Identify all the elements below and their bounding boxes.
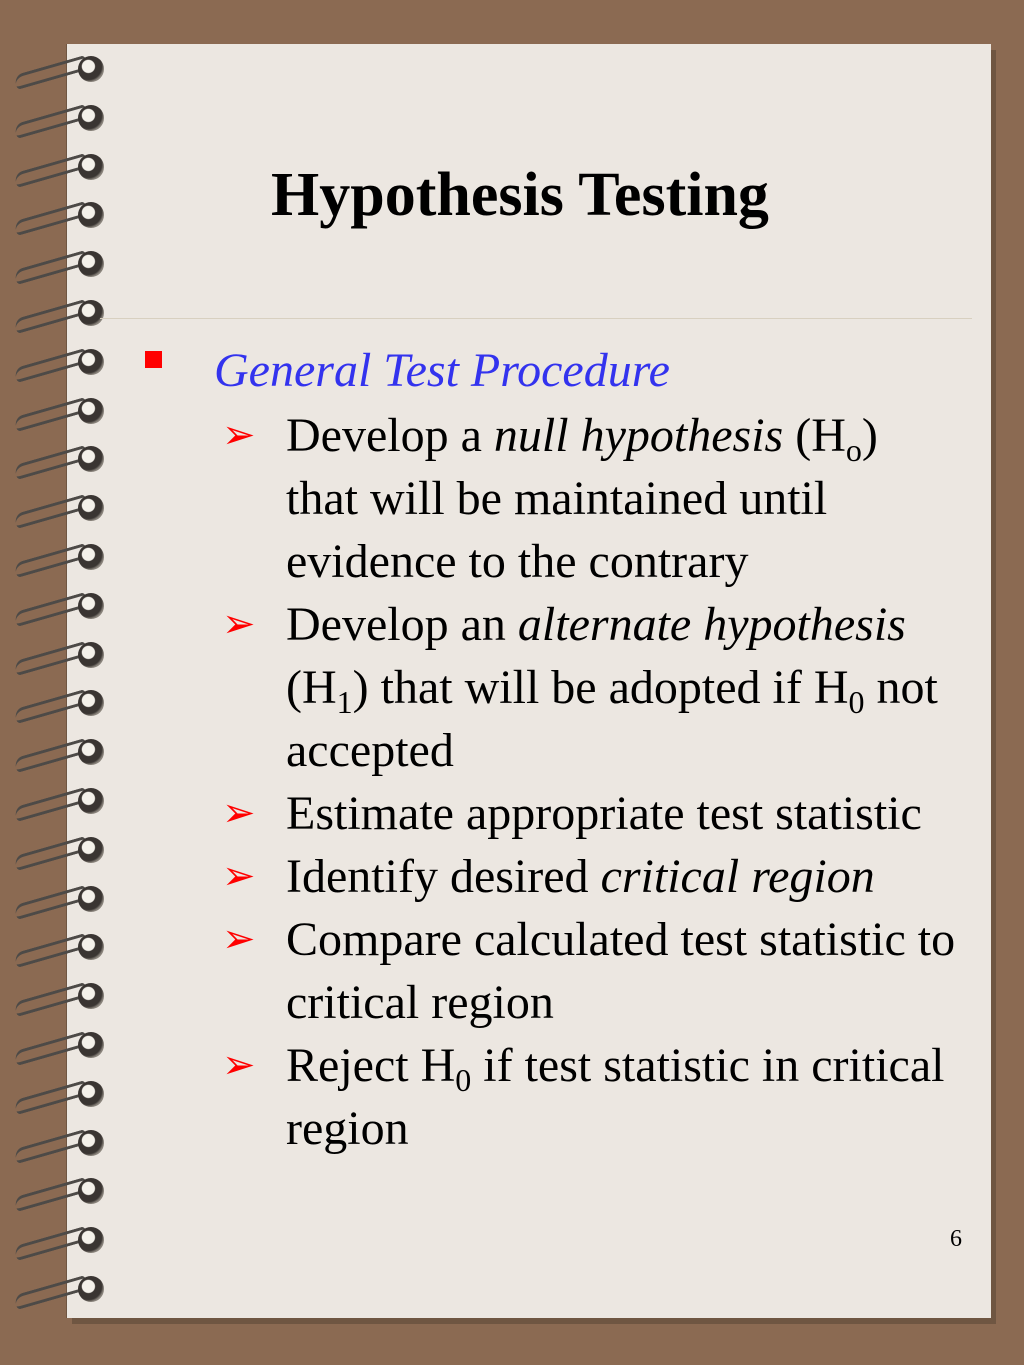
title-divider: [100, 318, 972, 319]
coil-wire: [13, 543, 88, 578]
coil-wire: [13, 982, 88, 1017]
page-number: 6: [950, 1226, 962, 1252]
arrow-bullet-icon: ➢: [222, 790, 256, 836]
punch-hole-icon: [78, 1227, 104, 1253]
spiral-coil-icon: [14, 1178, 94, 1204]
coil-wire: [13, 1275, 88, 1310]
coil-wire: [13, 1031, 88, 1066]
spiral-coil-icon: [14, 1081, 94, 1107]
list-item: ➢ Identify desired critical region: [220, 845, 960, 908]
punch-hole-icon: [78, 251, 104, 277]
spiral-coil-icon: [14, 251, 94, 277]
punch-hole-icon: [78, 1276, 104, 1302]
punch-hole-icon: [78, 690, 104, 716]
coil-wire: [13, 933, 88, 968]
punch-hole-icon: [78, 593, 104, 619]
spiral-coil-icon: [14, 544, 94, 570]
punch-hole-icon: [78, 544, 104, 570]
coil-wire: [13, 1129, 88, 1164]
coil-wire: [13, 1226, 88, 1261]
coil-wire: [13, 348, 88, 383]
punch-hole-icon: [78, 1178, 104, 1204]
punch-hole-icon: [78, 983, 104, 1009]
punch-hole-icon: [78, 105, 104, 131]
spiral-coil-icon: [14, 446, 94, 472]
spiral-coil-icon: [14, 1276, 94, 1302]
spiral-coil-icon: [14, 788, 94, 814]
coil-wire: [13, 494, 88, 529]
list-item: ➢ Reject $H_0$ if test statistic in critical region: [220, 1034, 960, 1160]
spiral-coil-icon: [14, 1032, 94, 1058]
punch-hole-icon: [78, 1130, 104, 1156]
coil-wire: [13, 55, 88, 90]
spiral-coil-icon: [14, 1227, 94, 1253]
punch-hole-icon: [78, 1032, 104, 1058]
arrow-bullet-icon: ➢: [222, 412, 256, 458]
coil-wire: [13, 397, 88, 432]
coil-wire: [13, 738, 88, 773]
spiral-coil-icon: [14, 983, 94, 1009]
coil-wire: [13, 787, 88, 822]
list-item: ➢ Compare calculated test statistic to critical region: [220, 908, 960, 1034]
arrow-bullet-icon: ➢: [222, 1042, 256, 1088]
section-heading: General Test Procedure: [214, 344, 670, 397]
coil-wire: [13, 592, 88, 627]
arrow-bullet-icon: ➢: [222, 853, 256, 899]
spiral-coil-icon: [14, 886, 94, 912]
punch-hole-icon: [78, 300, 104, 326]
arrow-bullet-icon: ➢: [222, 916, 256, 962]
coil-wire: [13, 885, 88, 920]
punch-hole-icon: [78, 788, 104, 814]
coil-wire: [13, 250, 88, 285]
punch-hole-icon: [78, 886, 104, 912]
punch-hole-icon: [78, 739, 104, 765]
spiral-coil-icon: [14, 495, 94, 521]
spiral-coil-icon: [14, 398, 94, 424]
procedure-list: [220, 404, 960, 1160]
punch-hole-icon: [78, 446, 104, 472]
coil-wire: [13, 641, 88, 676]
list-item: ➢ Estimate appropriate test statistic: [220, 782, 960, 845]
punch-hole-icon: [78, 56, 104, 82]
spiral-coil-icon: [14, 593, 94, 619]
punch-hole-icon: [78, 495, 104, 521]
punch-hole-icon: [78, 1081, 104, 1107]
square-bullet-icon: [145, 351, 162, 368]
spiral-coil-icon: [14, 56, 94, 82]
spiral-coil-icon: [14, 837, 94, 863]
coil-wire: [13, 1080, 88, 1115]
punch-hole-icon: [78, 398, 104, 424]
arrow-bullet-icon: ➢: [222, 601, 256, 647]
spiral-coil-icon: [14, 300, 94, 326]
slide-title: Hypothesis Testing: [271, 161, 769, 229]
coil-wire: [13, 1177, 88, 1212]
punch-hole-icon: [78, 934, 104, 960]
coil-wire: [13, 836, 88, 871]
list-item: ➢ Develop an alternate hypothesis $(H_1)$ that will be adopted if $H_0$ not accepted: [220, 593, 960, 782]
punch-hole-icon: [78, 642, 104, 668]
coil-wire: [13, 445, 88, 480]
spiral-coil-icon: [14, 690, 94, 716]
coil-wire: [13, 299, 88, 334]
punch-hole-icon: [78, 837, 104, 863]
spiral-coil-icon: [14, 642, 94, 668]
coil-wire: [13, 104, 88, 139]
spiral-coil-icon: [14, 739, 94, 765]
spiral-coil-icon: [14, 1130, 94, 1156]
punch-hole-icon: [78, 349, 104, 375]
spiral-coil-icon: [14, 105, 94, 131]
coil-wire: [13, 689, 88, 724]
list-item: ➢ Develop a null hypothesis $(H_o)$ that will be maintained until evidence to the contrary: [220, 404, 960, 593]
spiral-coil-icon: [14, 349, 94, 375]
spiral-coil-icon: [14, 934, 94, 960]
